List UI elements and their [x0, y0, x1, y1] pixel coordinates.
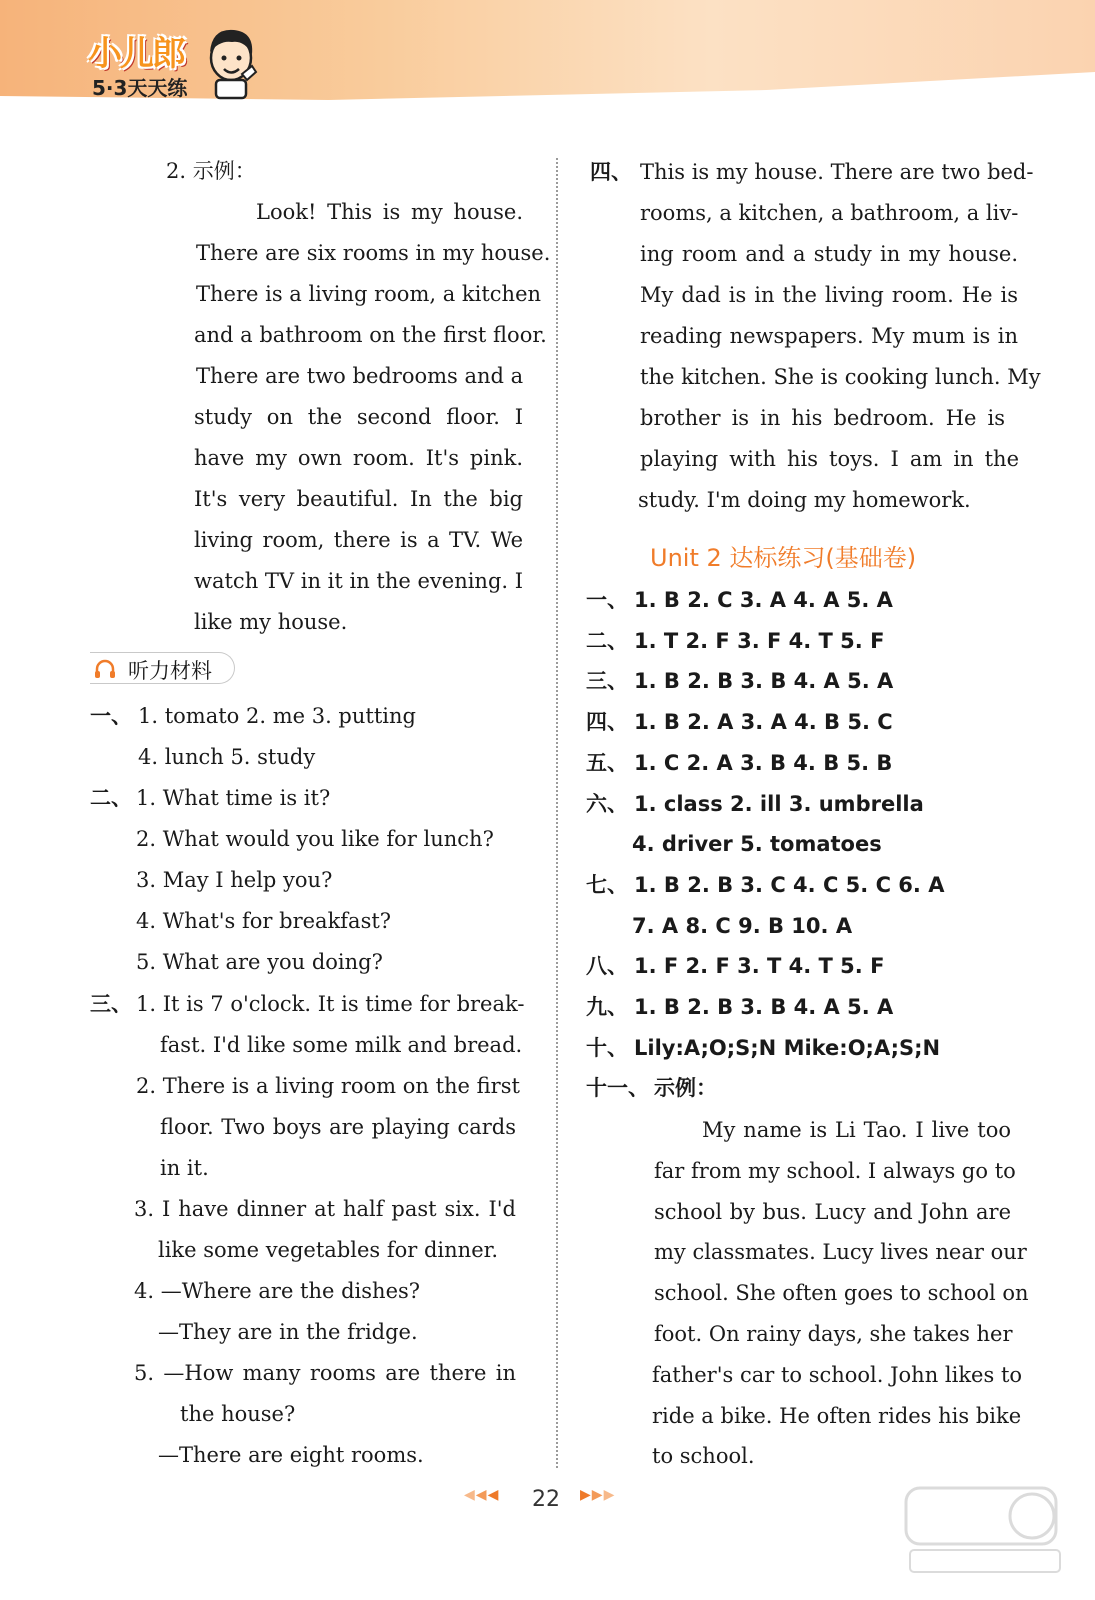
- passage-line: rooms, a kitchen, a bathroom, a liv-: [640, 201, 1019, 225]
- essay-line: school. She often goes to school on: [654, 1281, 1029, 1306]
- essay-line: There are six rooms in my house.: [196, 241, 551, 265]
- section-3-label: 三、: [90, 992, 132, 1016]
- essay-line: It's very beautiful. In the big: [194, 487, 523, 511]
- essay-line: father's car to school. John likes to: [652, 1362, 1023, 1387]
- answer-line: 3. I have dinner at half past six. I'd: [134, 1197, 516, 1221]
- essay-line: like my house.: [194, 610, 348, 634]
- passage-line: ing room and a study in my house.: [640, 242, 1018, 266]
- passage-line: This is my house. There are two bed-: [640, 160, 1034, 184]
- unit-title: Unit 2 达标练习(基础卷): [650, 544, 917, 572]
- series-name: 5·3天天练: [92, 76, 188, 100]
- answer-section-label: 二、: [586, 628, 628, 653]
- section-1-line-1: 1. tomato 2. me 3. putting: [138, 704, 416, 728]
- column-divider: [556, 158, 558, 1468]
- answer-row: 1. F 2. F 3. T 4. T 5. F: [634, 954, 885, 979]
- essay-line: far from my school. I always go to: [654, 1158, 1016, 1183]
- answer-line: 5. —How many rooms are there in: [134, 1361, 516, 1385]
- answer-section-label: 一、: [586, 588, 628, 612]
- answer-section-label: 八、: [586, 954, 628, 979]
- essay-line: Look! This is my house.: [256, 200, 523, 224]
- answer-row: 1. B 2. B 3. C 4. C 5. C 6. A: [634, 872, 945, 897]
- essay-line: foot. On rainy days, she takes her: [654, 1322, 1013, 1346]
- essay-line: living room, there is a TV. We: [194, 528, 523, 552]
- question-2-label: 2. 示例：: [166, 159, 256, 183]
- essay-line: and a bathroom on the first floor.: [194, 323, 547, 347]
- brand-logo: 小儿郎: [88, 34, 184, 74]
- passage-line: study. I'm doing my homework.: [638, 488, 971, 512]
- essay-line: have my own room. It's pink.: [194, 446, 523, 470]
- answer-row: 4. driver 5. tomatoes: [632, 832, 882, 857]
- answer-line: 3. May I help you?: [136, 868, 333, 892]
- essay-line: to school.: [652, 1444, 755, 1469]
- section-2-label: 二、: [90, 786, 132, 810]
- section-1-label: 一、: [90, 704, 132, 728]
- answer-section-label: 九、: [586, 995, 628, 1019]
- mascot-boy-icon: [202, 22, 260, 100]
- answer-section-label: 十、: [586, 1035, 628, 1060]
- essay-line: There are two bedrooms and a: [196, 364, 524, 388]
- essay-line: ride a bike. He often rides his bike: [652, 1403, 1022, 1428]
- answer-line: 1. What time is it?: [136, 786, 331, 810]
- answer-line: like some vegetables for dinner.: [158, 1238, 499, 1262]
- answer-row: 1. B 2. B 3. B 4. A 5. A: [634, 995, 894, 1019]
- passage-line: My dad is in the living room. He is: [640, 283, 1018, 307]
- passage-line: brother is in his bedroom. He is: [640, 406, 1005, 430]
- answer-line: 5. What are you doing?: [136, 950, 383, 974]
- answer-line: the house?: [180, 1402, 296, 1426]
- answer-row: 1. class 2. ill 3. umbrella: [634, 791, 924, 816]
- passage-line: the kitchen. She is cooking lunch. My: [640, 365, 1041, 389]
- answer-section-label: 四、: [586, 710, 628, 735]
- page-number: 22: [532, 1487, 560, 1512]
- answer-row: 7. A 8. C 9. B 10. A: [632, 913, 853, 938]
- headphones-icon: [94, 659, 116, 679]
- answer-line: 1. It is 7 o'clock. It is time for break-: [136, 992, 525, 1016]
- answer-row: 1. T 2. F 3. F 4. T 5. F: [634, 628, 885, 653]
- answer-section-label: 七、: [586, 872, 628, 897]
- answer-line: in it.: [160, 1156, 209, 1180]
- essay-line: school by bus. Lucy and John are: [654, 1199, 1011, 1224]
- answer-line: 2. What would you like for lunch?: [136, 827, 494, 851]
- answer-row: Lily:A;O;S;N Mike:O;A;S;N: [634, 1035, 941, 1060]
- answer-line: —There are eight rooms.: [158, 1443, 424, 1467]
- answer-line: —They are in the fridge.: [158, 1320, 418, 1344]
- answer-line: 4. What's for breakfast?: [136, 909, 392, 933]
- answer-row: 1. B 2. C 3. A 4. A 5. A: [634, 588, 893, 612]
- answer-section-label: 三、: [586, 669, 628, 694]
- next-page-arrows-icon: ▶▶▶: [580, 1487, 616, 1503]
- passage-line: reading newspapers. My mum is in: [640, 324, 1018, 348]
- answer-section-label: 五、: [586, 750, 628, 775]
- essay-line: There is a living room, a kitchen: [196, 282, 542, 306]
- watermark-logo-icon: [900, 1480, 1070, 1580]
- answer-row: 1. C 2. A 3. B 4. B 5. B: [634, 750, 893, 775]
- answer-row: 1. B 2. A 3. A 4. B 5. C: [634, 710, 893, 735]
- essay-line: my classmates. Lucy lives near our: [654, 1240, 1027, 1265]
- essay-line: My name is Li Tao. I live too: [702, 1118, 1011, 1142]
- section-1-line-2: 4. lunch 5. study: [138, 745, 316, 769]
- answer-section-label: 十一、: [586, 1076, 649, 1101]
- answer-row: 示例：: [654, 1076, 717, 1101]
- passage-line: playing with his toys. I am in the: [640, 447, 1019, 471]
- answer-line: 2. There is a living room on the first: [136, 1074, 520, 1098]
- answer-line: fast. I'd like some milk and bread.: [160, 1033, 523, 1057]
- answer-line: 4. —Where are the dishes?: [134, 1279, 421, 1303]
- section-4-label: 四、: [590, 160, 632, 184]
- prev-page-arrows-icon: ◀◀◀: [464, 1487, 500, 1503]
- answer-row: 1. B 2. B 3. B 4. A 5. A: [634, 669, 894, 694]
- essay-line: watch TV in it in the evening. I: [194, 569, 524, 593]
- answer-section-label: 六、: [586, 791, 628, 816]
- essay-line: study on the second floor. I: [194, 405, 523, 429]
- listening-material-tag: [90, 652, 235, 684]
- listening-material-label: 听力材料: [128, 659, 212, 683]
- answer-line: floor. Two boys are playing cards: [160, 1115, 516, 1139]
